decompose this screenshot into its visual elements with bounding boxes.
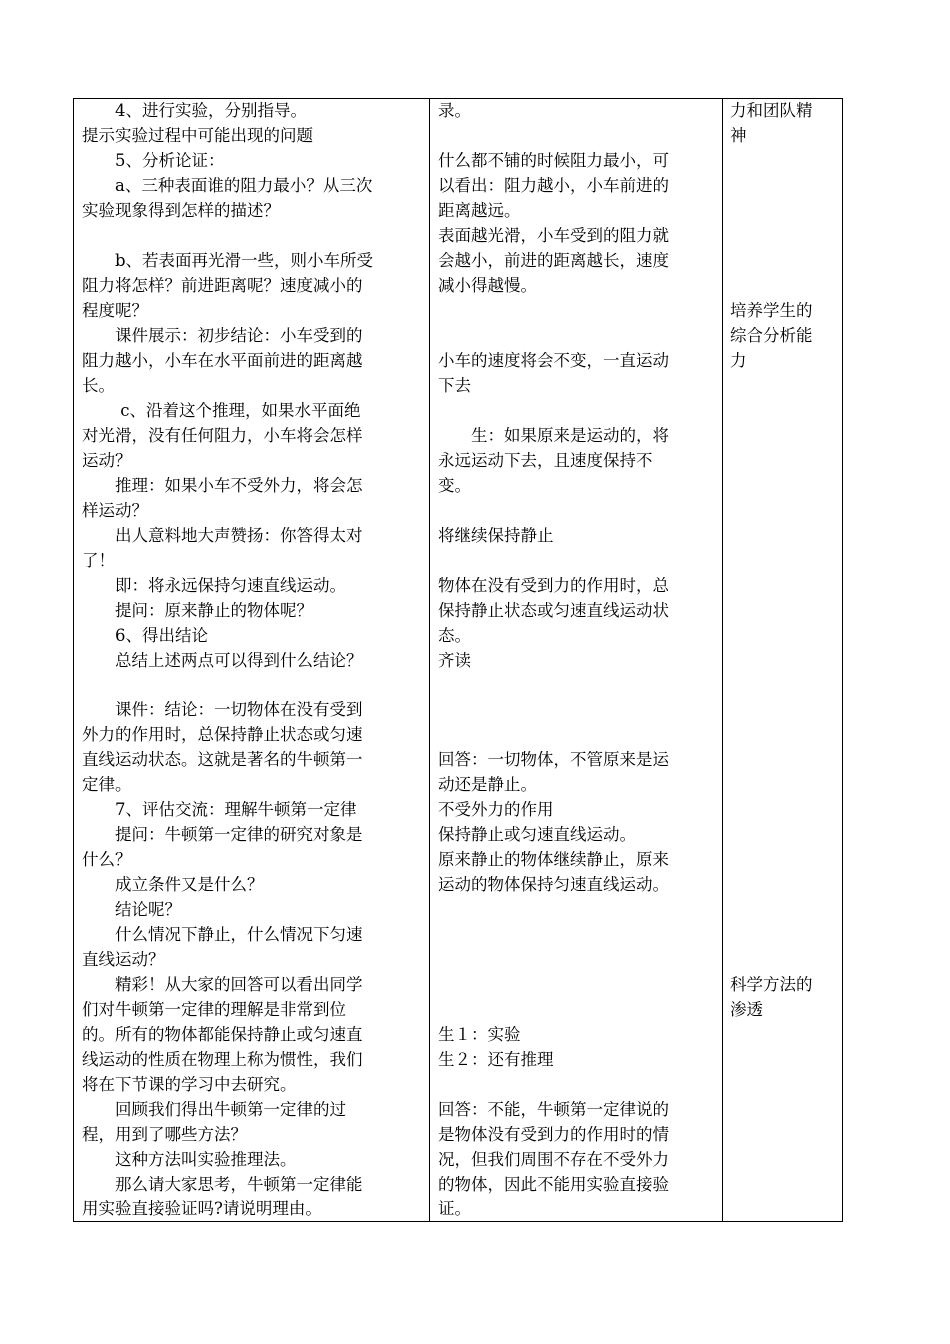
teacher-line: 直线运动？ xyxy=(82,950,165,969)
column-divider xyxy=(429,99,430,1221)
student-line: 的物体，因此不能用实验直接验 xyxy=(438,1175,669,1194)
student-line: 运动的物体保持匀速直线运动。 xyxy=(438,875,669,894)
student-line: 下去 xyxy=(438,376,471,395)
teacher-line: b、若表面再光滑一些，则小车所受 xyxy=(82,251,374,270)
teacher-line: a、三种表面谁的阻力最小？从三次 xyxy=(82,176,373,195)
student-line: 生２：还有推理 xyxy=(438,1050,554,1069)
teacher-line: 的。所有的物体都能保持静止或匀速直 xyxy=(82,1025,363,1044)
teacher-line: 将在下节课的学习中去研究。 xyxy=(82,1075,297,1094)
student-line: 动还是静止。 xyxy=(438,775,537,794)
student-line: 表面越光滑，小车受到的阻力就 xyxy=(438,226,669,245)
intent-line: 综合分析能 xyxy=(730,326,813,345)
student-line: 变。 xyxy=(438,476,471,495)
teacher-line: 阻力将怎样？前进距离呢？速度减小的 xyxy=(82,276,363,295)
teacher-line: 这种方法叫实验推理法。 xyxy=(82,1150,297,1169)
student-line: 距离越远。 xyxy=(438,201,521,220)
student-line: 况，但我们周围不存在不受外力 xyxy=(438,1150,669,1169)
teacher-line: 什么情况下静止，什么情况下匀速 xyxy=(82,925,363,944)
teacher-line: 结论呢？ xyxy=(82,900,181,919)
teacher-line: 5、分析论证： xyxy=(82,151,225,170)
teacher-line: 总结上述两点可以得到什么结论？ xyxy=(82,651,363,670)
student-line: 将继续保持静止 xyxy=(438,526,554,545)
student-line: 生：如果原来是运动的，将 xyxy=(438,426,669,445)
student-line: 原来静止的物体继续静止，原来 xyxy=(438,850,669,869)
student-line: 小车的速度将会不变，一直运动 xyxy=(438,351,669,370)
teacher-line: 6、得出结论 xyxy=(82,626,208,645)
teacher-line: 长。 xyxy=(82,376,115,395)
student-line: 生１：实验 xyxy=(438,1025,521,1044)
intent-line: 科学方法的 xyxy=(730,975,813,994)
teacher-line: 运动？ xyxy=(82,451,132,470)
teacher-line: 们对牛顿第一定律的理解是非常到位 xyxy=(82,1000,346,1019)
student-line: 回答：一切物体，不管原来是运 xyxy=(438,750,669,769)
teacher-line: 阻力越小，小车在水平面前进的距离越 xyxy=(82,351,363,370)
student-line: 永远运动下去，且速度保持不 xyxy=(438,451,653,470)
student-line: 什么都不铺的时候阻力最小，可 xyxy=(438,151,669,170)
teacher-line: 提问：牛顿第一定律的研究对象是 xyxy=(82,825,363,844)
teacher-line: 回顾我们得出牛顿第一定律的过 xyxy=(82,1100,346,1119)
student-line: 减小得越慢。 xyxy=(438,276,537,295)
teacher-line: c、沿着这个推理，如果水平面绝 xyxy=(82,401,361,420)
intent-line: 力 xyxy=(730,351,747,370)
student-line: 录。 xyxy=(438,101,471,120)
student-line: 态。 xyxy=(438,626,471,645)
intent-line: 渗透 xyxy=(730,1000,763,1019)
teacher-line: 那么请大家思考，牛顿第一定律能 xyxy=(82,1175,363,1194)
student-line: 证。 xyxy=(438,1199,471,1218)
teacher-line: 了！ xyxy=(82,551,115,570)
teacher-line: 程，用到了哪些方法？ xyxy=(82,1125,247,1144)
teacher-line: 定律。 xyxy=(82,775,132,794)
lesson-table xyxy=(73,98,843,1222)
student-line: 不受外力的作用 xyxy=(438,800,554,819)
teacher-line: 外力的作用时，总保持静止状态或匀速 xyxy=(82,725,363,744)
intent-line: 神 xyxy=(730,126,747,145)
teacher-line: 课件展示：初步结论：小车受到的 xyxy=(82,326,363,345)
teacher-line: 程度呢？ xyxy=(82,301,148,320)
teacher-line: 提问：原来静止的物体呢？ xyxy=(82,601,313,620)
teacher-line: 线运动的性质在物理上称为惯性，我们 xyxy=(82,1050,363,1069)
student-line: 是物体没有受到力的作用时的情 xyxy=(438,1125,669,1144)
intent-line: 力和团队精 xyxy=(730,101,813,120)
teacher-line: 出人意料地大声赞扬：你答得太对 xyxy=(82,526,363,545)
teacher-line: 对光滑，没有任何阻力，小车将会怎样 xyxy=(82,426,363,445)
student-line: 齐读 xyxy=(438,651,471,670)
teacher-line: 用实验直接验证吗?请说明理由。 xyxy=(82,1199,322,1218)
student-line: 物体在没有受到力的作用时，总 xyxy=(438,576,669,595)
teacher-line: 提示实验过程中可能出现的问题 xyxy=(82,126,313,145)
teacher-line: 7、评估交流：理解牛顿第一定律 xyxy=(82,800,357,819)
teacher-line: 课件：结论：一切物体在没有受到 xyxy=(82,700,363,719)
teacher-line: 什么？ xyxy=(82,850,132,869)
student-line: 会越小，前进的距离越长，速度 xyxy=(438,251,669,270)
teacher-line: 样运动？ xyxy=(82,501,148,520)
teacher-line: 精彩！从大家的回答可以看出同学 xyxy=(82,975,363,994)
column-divider xyxy=(722,99,723,1221)
teacher-line: 直线运动状态。这就是著名的牛顿第一 xyxy=(82,750,363,769)
teacher-line: 即：将永远保持匀速直线运动。 xyxy=(82,576,346,595)
teacher-line: 4、进行实验，分别指导。 xyxy=(82,101,307,120)
intent-line: 培养学生的 xyxy=(730,301,813,320)
teacher-line: 实验现象得到怎样的描述？ xyxy=(82,201,280,220)
student-line: 回答：不能，牛顿第一定律说的 xyxy=(438,1100,669,1119)
student-line: 以看出：阻力越小，小车前进的 xyxy=(438,176,669,195)
teacher-line: 成立条件又是什么？ xyxy=(82,875,264,894)
teacher-line: 推理：如果小车不受外力，将会怎 xyxy=(82,476,363,495)
student-line: 保持静止或匀速直线运动。 xyxy=(438,825,636,844)
student-line: 保持静止状态或匀速直线运动状 xyxy=(438,601,669,620)
